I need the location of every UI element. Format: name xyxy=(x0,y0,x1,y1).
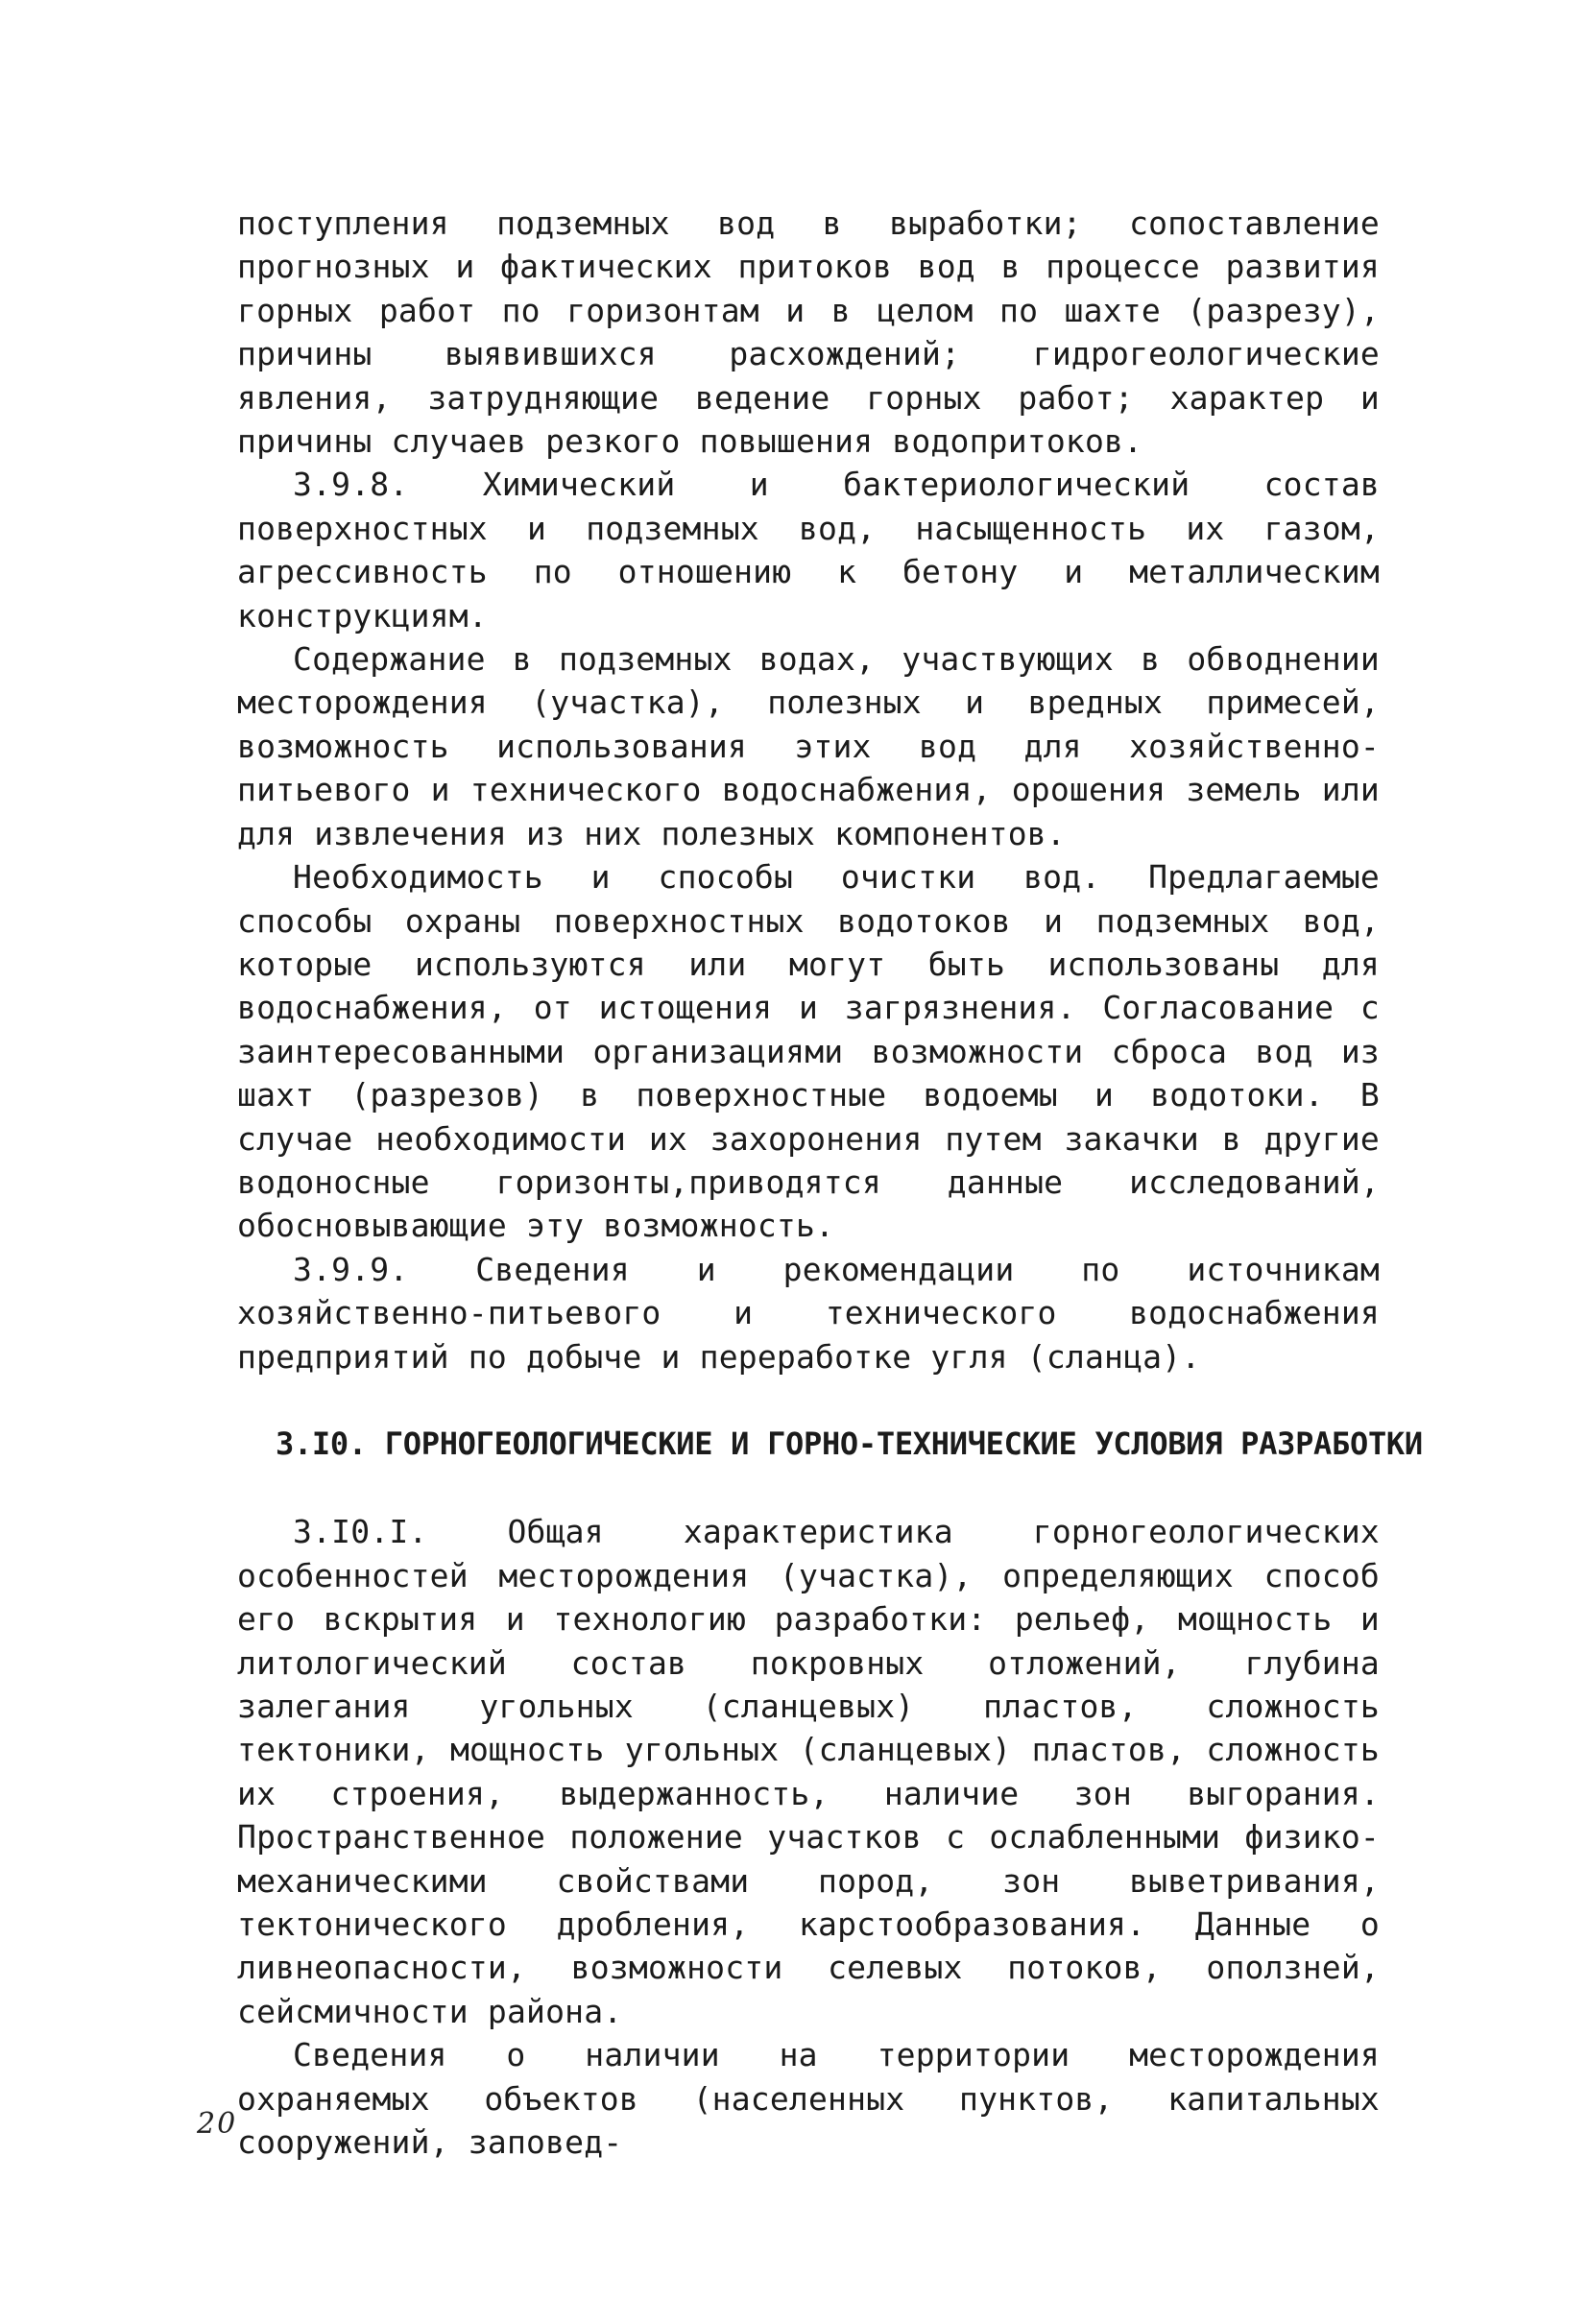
paragraph-groundwater-content: Содержание в подземных водах, участвующих в обводнении месторождения (участка), полезных и вредных примесей, возможность использования этих вод для хозяйственно-питьевого и технического водоснабжения, орошения земель или для извлечения из них полезных компонентов. xyxy=(237,640,1380,852)
paragraph-groundwater-inflow: поступления подземных вод в выработки; сопоставление прогнозных и фактических притоков вод в процессе развития горных работ по горизонтам и в целом по шахте (разрезу), причины выявившихся расхождений; гидрогеологические явления, затрудняющие ведение горных работ; характер и причины случаев резкого повышения водопритоков. xyxy=(237,204,1380,461)
paragraph-protected-objects: Сведения о наличии на территории месторождения охраняемых объектов (населенных пунктов, капитальных сооружений, заповед- xyxy=(237,2036,1380,2162)
paragraph-water-treatment: Необходимость и способы очистки вод. Предлагаемые способы охраны поверхностных водотоков и подземных вод, которые используются или могут быть использованы для водоснабжения, от истощения и загрязнения. Согласование с заинтересованными организациями возможности сброса вод из шахт (разрезов) в поверхностные водоемы и водотоки. В случае необходимости их захоронения путем закачки в другие водоносные горизонты,приводятся данные исследований, обосновывающие эту возможность. xyxy=(237,858,1380,1245)
paragraph-3-9-8: 3.9.8. Химический и бактериологический состав поверхностных и подземных вод, насыщенность их газом, агрессивность по отношению к бетону и металлическим конструкциям. xyxy=(237,466,1380,635)
document-body xyxy=(237,202,1423,2164)
page-number: 20 xyxy=(197,2107,238,2141)
paragraph-3-9-9: 3.9.9. Сведения и рекомендации по источникам хозяйственно-питьевого и технического водоснабжения предприятий по добыче и переработке угля (сланца). xyxy=(237,1250,1380,1376)
section-heading-3-10: 3.I0. ГОРНОГЕОЛОГИЧЕСКИЕ И ГОРНО-ТЕХНИЧЕСКИЕ УСЛОВИЯ РАЗРАБОТКИ xyxy=(276,1425,1423,1462)
paragraph-3-10-1: 3.I0.I. Общая характеристика горногеологических особенностей месторождения (участка), определяющих способ его вскрытия и технологию разработки: рельеф, мощность и литологический состав покровных отложений, глубина залегания угольных (сланцевых) пластов, сложность тектоники, мощность угольных (сланцевых) пластов, сложность их строения, выдержанность, наличие зон выгорания. Пространственное положение участков с ослабленными физико-механическими свойствами пород, зон выветривания, тектонического дробления, карстообразования. Данные о ливнеопасности, возможности селевых потоков, оползней, сейсмичности района. xyxy=(237,1513,1380,2030)
